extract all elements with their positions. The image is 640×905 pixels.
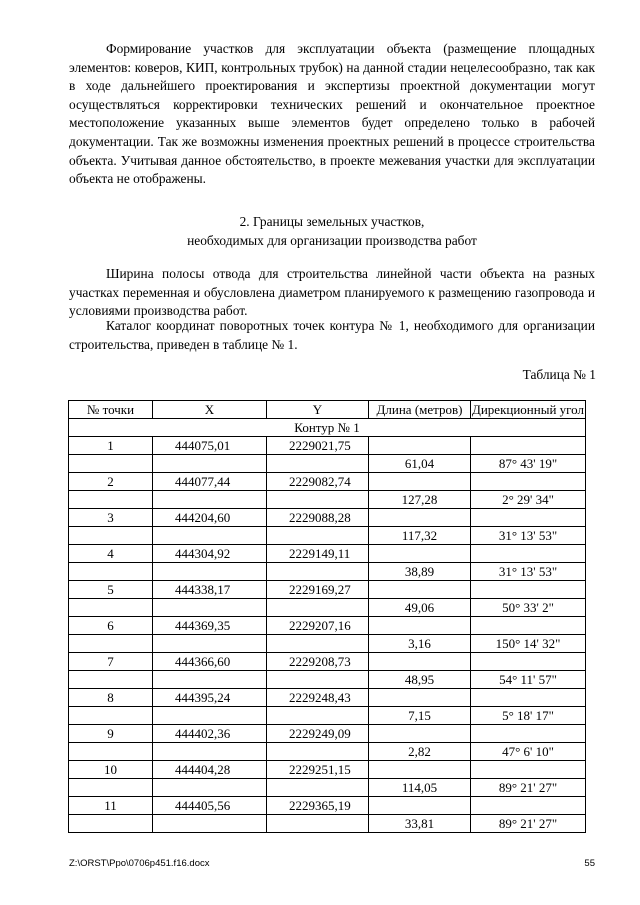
segment-row [69,635,586,653]
point-row [69,761,586,779]
segment-row [69,743,586,761]
empty-cell [69,635,153,653]
point-number: 7 [69,653,153,671]
section-heading [69,212,595,250]
point-x: 444338,17 [153,581,267,599]
segment-angle: 50° 33' 2" [471,599,586,617]
empty-cell [471,437,586,455]
paragraph-width: Ширина полосы отвода для строительства линейной части объекта на разных участках переменная и обусловлена диаметром планируемого к размещению газопровода и условиями производства работ. [69,266,595,319]
segment-angle: 89° 21' 27" [471,779,586,797]
empty-cell [267,707,369,725]
point-number: 9 [69,725,153,743]
point-x: 444204,60 [153,509,267,527]
point-number: 6 [69,617,153,635]
empty-cell [267,815,369,833]
point-number: 2 [69,473,153,491]
segment-length: 48,95 [369,671,471,689]
empty-cell [267,491,369,509]
empty-cell [369,797,471,815]
empty-cell [369,581,471,599]
empty-cell [153,815,267,833]
point-x: 444304,92 [153,545,267,563]
empty-cell [369,545,471,563]
point-row [69,437,586,455]
empty-cell [369,437,471,455]
segment-length: 127,28 [369,491,471,509]
segment-row [69,563,586,581]
empty-cell [471,617,586,635]
empty-cell [471,761,586,779]
header-point-number: № точки [69,401,153,419]
empty-cell [153,455,267,473]
empty-cell [153,491,267,509]
table-caption: Таблица № 1 [522,367,596,382]
empty-cell [69,599,153,617]
header-length: Длина (метров) [369,401,471,419]
empty-cell [267,527,369,545]
paragraph-catalog: Каталог координат поворотных точек контура № 1, необходимого для организации строительства, приведен в таблице № 1. [69,318,595,352]
empty-cell [369,689,471,707]
empty-cell [471,581,586,599]
empty-cell [369,761,471,779]
contour-label: Контур № 1 [69,419,586,437]
segment-row [69,599,586,617]
empty-cell [369,473,471,491]
empty-cell [471,473,586,491]
empty-cell [153,599,267,617]
segment-length: 2,82 [369,743,471,761]
segment-row [69,707,586,725]
empty-cell [369,509,471,527]
empty-cell [153,563,267,581]
empty-cell [69,491,153,509]
point-y: 2229149,11 [267,545,369,563]
point-number: 4 [69,545,153,563]
point-y: 2229082,74 [267,473,369,491]
point-number: 5 [69,581,153,599]
empty-cell [471,689,586,707]
point-number: 10 [69,761,153,779]
segment-angle: 5° 18' 17" [471,707,586,725]
point-row [69,689,586,707]
empty-cell [153,743,267,761]
empty-cell [153,527,267,545]
segment-row [69,527,586,545]
segment-length: 3,16 [369,635,471,653]
empty-cell [471,725,586,743]
segment-length: 49,06 [369,599,471,617]
empty-cell [69,527,153,545]
empty-cell [69,815,153,833]
empty-cell [471,545,586,563]
point-y: 2229249,09 [267,725,369,743]
segment-angle: 54° 11' 57" [471,671,586,689]
segment-row [69,671,586,689]
segment-row [69,455,586,473]
coordinates-table [68,400,586,833]
segment-length: 33,81 [369,815,471,833]
footer-file-path: Z:\ORST\Ppo\0706p451.f16.docx [69,858,210,869]
segment-length: 114,05 [369,779,471,797]
point-row [69,509,586,527]
segment-row [69,815,586,833]
empty-cell [153,779,267,797]
empty-cell [369,653,471,671]
empty-cell [69,455,153,473]
segment-angle: 2° 29' 34" [471,491,586,509]
empty-cell [369,725,471,743]
point-y: 2229207,16 [267,617,369,635]
contour-row [69,419,586,437]
segment-length: 117,32 [369,527,471,545]
point-y: 2229088,28 [267,509,369,527]
point-x: 444395,24 [153,689,267,707]
segment-length: 7,15 [369,707,471,725]
point-row [69,797,586,815]
section-heading-line1: 2. Границы земельных участков, [239,214,425,229]
point-x: 444369,35 [153,617,267,635]
empty-cell [267,455,369,473]
empty-cell [267,779,369,797]
empty-cell [69,743,153,761]
empty-cell [267,563,369,581]
empty-cell [267,599,369,617]
point-row [69,581,586,599]
empty-cell [153,707,267,725]
segment-row [69,779,586,797]
segment-angle: 89° 21' 27" [471,815,586,833]
point-number: 3 [69,509,153,527]
segment-angle: 47° 6' 10" [471,743,586,761]
point-x: 444404,28 [153,761,267,779]
empty-cell [267,671,369,689]
empty-cell [69,671,153,689]
empty-cell [471,653,586,671]
segment-angle: 31° 13' 53" [471,527,586,545]
point-y: 2229365,19 [267,797,369,815]
empty-cell [153,671,267,689]
header-direction-angle: Дирекционный угол [471,401,584,417]
segment-angle: 87° 43' 19" [471,455,586,473]
point-row [69,473,586,491]
empty-cell [267,635,369,653]
point-y: 2229251,15 [267,761,369,779]
point-row [69,617,586,635]
empty-cell [471,509,586,527]
point-x: 444075,01 [153,437,267,455]
empty-cell [69,779,153,797]
empty-cell [69,563,153,581]
point-y: 2229248,43 [267,689,369,707]
point-number: 1 [69,437,153,455]
point-row [69,545,586,563]
segment-angle: 31° 13' 53" [471,563,586,581]
paragraph-area-formation: Формирование участков для эксплуатации объекта (размещение площадных элементов: коверов, КИП, контрольных трубок) на данной стадии нецелесообразно, так как в ходе дальнейшего проектирования и экспертизы проектной документации могут осуществляться корректировки технических решений и окончательное проектное местоположение указанных выше элементов будет определено только в рабочей документации. Так же возможны изменения проектных решений в процессе строительства объекта. Учитывая данное обстоятельство, в проекте межевания участки для эксплуатации объекта не отображены. [69,41,595,187]
empty-cell [69,707,153,725]
point-number: 8 [69,689,153,707]
empty-cell [267,743,369,761]
empty-cell [153,635,267,653]
section-heading-line2: необходимых для организации производства работ [187,233,477,248]
point-y: 2229208,73 [267,653,369,671]
point-row [69,725,586,743]
point-x: 444402,36 [153,725,267,743]
header-y: Y [267,401,369,419]
point-x: 444405,56 [153,797,267,815]
point-y: 2229169,27 [267,581,369,599]
header-x: X [153,401,267,419]
segment-length: 38,89 [369,563,471,581]
empty-cell [369,617,471,635]
point-y: 2229021,75 [267,437,369,455]
point-x: 444366,60 [153,653,267,671]
point-number: 11 [69,797,153,815]
point-x: 444077,44 [153,473,267,491]
empty-cell [471,797,586,815]
segment-angle: 150° 14' 32" [471,635,586,653]
point-row [69,653,586,671]
segment-row [69,491,586,509]
page-number: 55 [584,858,595,869]
segment-length: 61,04 [369,455,471,473]
table-header-row [69,401,586,419]
